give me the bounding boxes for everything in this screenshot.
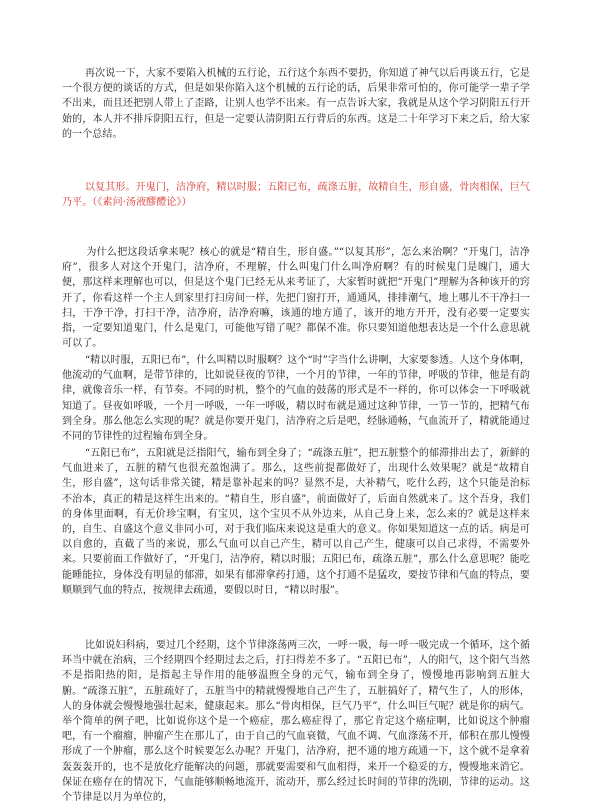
classic-quote: 以复其形。开鬼门，洁净府，精以时服；五阳已布，疏涤五脏，故精自生，形自盛，骨肉相保，巨气乃平。（《素问·汤液醪醴论》） (62, 182, 530, 209)
paragraph-jingyishifu: “精以时服，五阳已布”，什么叫精以时服啊？这个“时”字当什么讲啊，大家要参透。人这个身体啊，他流动的气血啊，是带节律的，比如说昼夜的节律，一个月的节律，一年的节律，呼吸的节律，他是有韵律，就像音乐一样，有节奏。不同的时机，整个的气血的鼓荡的形式是不一样的，你可以体会一下呼吸就知道了。昼夜如呼吸，一个月一呼吸，一年一呼吸，精以时布就是通过这种节律，一节一节的，把精气布到全身。那么他怎么实现的呢？就是你要开鬼门，洁净府之后是吧，经脉通畅，气血流开了，精就能通过不同的节律性的过程输布到全身。 (62, 355, 531, 443)
paragraph-kaiguimen: 为什么把这段话拿来呢？核心的就是“精自生，形自盛。”“以复其形”，怎么来治啊？“开鬼门，洁净府”，很多人对这个开鬼门，洁净府，不理解，什么叫鬼门什么叫净府啊？有的时候鬼门是魄门，通大便，那这样来理解也可以，但是这个鬼门已经无从来考证了，大家暂时就把“开鬼门”理解为各种该开的窍开了，你看这样一个主人到家里打扫房间一样，先把门窗打开，通通风，排排潮气，地上哪儿不干净扫一扫，干净干净，打扫干净，洁净府，洁净府嘛，该通的地方通了，该开的地方开开，没有必要一定要实指，一定要知道鬼门，什么是鬼门，可能他写错了呢？都保不准。你只要知道他想表达是一个什么意思就可以了。 (62, 247, 530, 350)
paragraph-intro: 再次说一下，大家不要陷入机械的五行论，五行这个东西不要扔，你知道了神气以后再谈五行，它是一个很方便的谈话的方式，但是如果你陷入这个机械的五行论的话，后果非常可怕的，你可能学一辈子学不出来，而且还把别人带上了歪路，让别人也学不出来。有一点告诉大家，我就是从这个学习阴阳五行开始的，本人并不排斥阴阳五行，但是一定要认清阴阳五行背后的东西。这是二十年学习下来之后，给大家的一个总结。 (62, 68, 530, 140)
paragraph-wuyangyibu: “五阳已布”，五阳就是泛指阳气，输布到全身了；“疏涤五脏”，把五脏整个的郁滞排出去了，新鲜的气血进来了，五脏的精气也很充盈饱满了。那么，这些前提都做好了，出现什么效果呢？就是“故精自生，形自盛”，这句话非常关键，精是靠补起来的吗？显然不是，大补精气，吃什么药，这个只能是治标不治本，真正的精是这样生出来的。“精自生，形自盛”，前面做好了，后面自然就来了。这个吾身，我们的身体里面啊，有无价珍宝啊，有宝贝，这个宝贝不从外边来，从自己身上来，怎么来的？就是这样来的，自生、自盛这个意义非同小可，对于我们临床来说这是重大的意义。你如果知道这一点的话。病是可以自愈的，直截了当的来说，那么气血可以自己产生，精可以自己产生，健康可以自己求得，不需要外来。只要前面工作做好了，“开鬼门，洁净府，精以时服；五阳已布，疏涤五脏”，那么什么意思呢？能吃能睡能拉，身体没有明显的郁滞，如果有郁滞拿药打通，这个打通不是猛攻，要按节律和气血的特点，要顺顺到气血的特点，按规律去疏通，要假以时日，“精以时服”。 (62, 448, 531, 596)
paragraph-gynecology-example: 比如说妇科病，要过几个经期，这个节律涤荡两三次，一呼一吸，每一呼一吸完成一个循环，这个循环当中就在治病，三个经期四个经期过去之后，打扫得差不多了。“五阳已布”，人的阳气，这个阳气当然不是指阳热的阳，是指起主导作用的能够温煦全身的元气，输布到全身了，慢慢地再影响到五脏大腑。“疏涤五脏”，五脏疏好了，五脏当中的精就慢慢地自己产生了，五脏搞好了，精气生了，人的形体，人的身体就会慢慢地强壮起来，健康起来。那么“骨肉相保，巨气乃平”，什么叫巨气呢？就是你的病气。举个简单的例子吧，比如说你这个是一个癌症，那么癌症得了，那它肯定这个癌症啊，比如说这个肿瘤吧，有一个瘤瘤，肿瘤产生在那儿了，由于自己的气血衰微，气血不调、气血涤荡不开，郁积在那儿慢慢形成了一个肿瘤，那么这个时候要怎么办呢？开鬼门，洁净府，把不通的地方疏通一下，这个就不是拿着轰轰轰开的，也不是放化疗能解决的问题，那就要需要和气血相得，来开一个稳妥的方，慢慢地来消它。保证在癌存在的情况下，气血能够顺畅地流开，流动开，那么经过长时间的节律的洗刷，节律的运动。这个节律是以月为单位的， (62, 640, 530, 804)
